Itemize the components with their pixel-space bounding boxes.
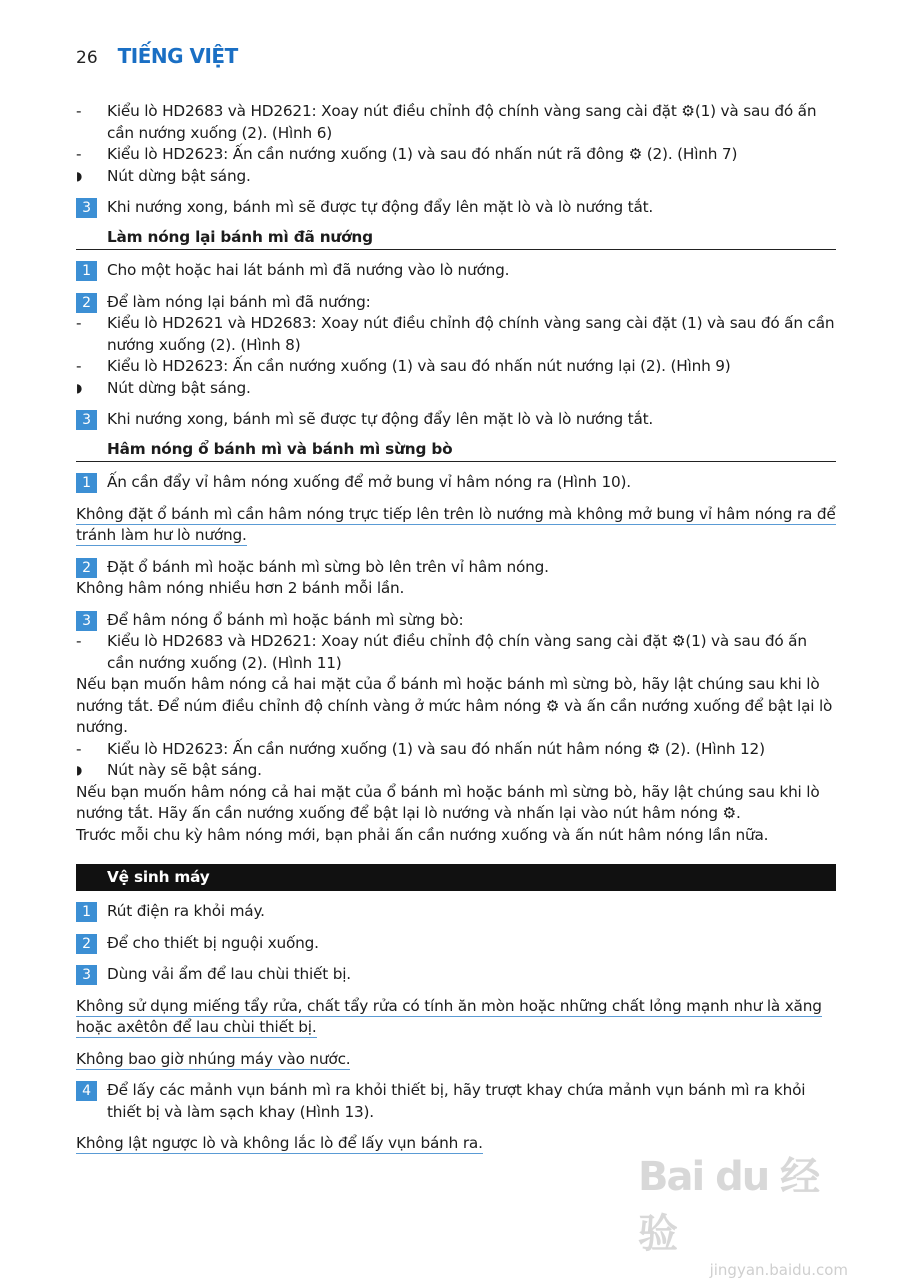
step-item <box>76 610 836 632</box>
list-item <box>76 739 836 761</box>
result-item <box>76 760 836 782</box>
result-arrow-icon: ◗ <box>76 168 83 183</box>
dash-marker: - <box>76 102 82 120</box>
step-number-badge: 3 <box>76 410 97 430</box>
step-text: Rút điện ra khỏi máy. <box>107 902 265 920</box>
step-text: Đặt ổ bánh mì hoặc bánh mì sừng bò lên trên vỉ hâm nóng. <box>107 557 549 576</box>
step-note: Không hâm nóng nhiều hơn 2 bánh mỗi lần. <box>76 579 405 597</box>
list-item-text: Kiểu lò HD2623: Ấn cần nướng xuống (1) và sau đó nhấn nút rã đông ⚙ (2). (Hình 7) <box>107 145 738 163</box>
warning-note <box>76 504 836 547</box>
step-text: Khi nướng xong, bánh mì sẽ được tự động đẩy lên mặt lò và lò nướng tắt. <box>107 410 654 428</box>
step-number-badge: 3 <box>76 198 97 218</box>
step-text: Cho một hoặc hai lát bánh mì đã nướng vào lò nướng. <box>107 261 510 279</box>
list-item-text: Kiểu lò HD2621 và HD2683: Xoay nút điều chỉnh độ chính vàng sang cài đặt (1) và sau đó ấn cần nướng xuống (2). (Hình 8) <box>107 314 835 354</box>
watermark-url: jingyan.baidu.com <box>709 1261 848 1279</box>
step-text: Ấn cần đẩy vỉ hâm nóng xuống để mở bung vỉ hâm nóng ra (Hình 10). <box>107 473 631 491</box>
step-number-badge: 2 <box>76 558 97 578</box>
step-number-badge: 2 <box>76 293 97 313</box>
section-heading-reheat: Làm nóng lại bánh mì đã nướng <box>76 227 836 251</box>
page-header <box>76 44 238 70</box>
result-item <box>76 378 836 400</box>
step-number-badge: 3 <box>76 965 97 985</box>
info-note: Nếu bạn muốn hâm nóng cả hai mặt của ổ bánh mì hoặc bánh mì sừng bò, hãy lật chúng sau khi lò nướng tắt. Hãy ấn cần nướng xuống để bật lại lò nướng và nhấn lại vào nút hâm nóng ⚙. <box>76 782 820 822</box>
result-arrow-icon: ◗ <box>76 380 83 395</box>
step-item <box>76 197 836 219</box>
language-title: TIẾNG VIỆT <box>117 44 238 68</box>
section-heading-cleaning: Vệ sinh máy <box>76 864 836 891</box>
list-item <box>76 631 836 674</box>
result-text: Nút dừng bật sáng. <box>107 166 251 185</box>
step-item <box>76 933 836 955</box>
dash-marker: - <box>76 739 82 758</box>
step-text: Để làm nóng lại bánh mì đã nướng: <box>107 292 371 311</box>
step-item <box>76 292 836 314</box>
step-item <box>76 1080 836 1123</box>
info-note: Nếu bạn muốn hâm nóng cả hai mặt của ổ bánh mì hoặc bánh mì sừng bò, hãy lật chúng sau khi lò nướng tắt. Để núm điều chỉnh độ chính vàng ở mức hâm nóng ⚙ và ấn cần nướng xuống để bật lại lò nướng. <box>76 675 833 736</box>
step-number-badge: 3 <box>76 611 97 631</box>
warning-note <box>76 996 836 1039</box>
step-text: Để hâm nóng ổ bánh mì hoặc bánh mì sừng bò: <box>107 610 464 629</box>
result-text: Nút này sẽ bật sáng. <box>107 761 262 779</box>
list-item <box>76 101 836 144</box>
step-item <box>76 260 836 282</box>
step-item <box>76 409 836 431</box>
list-item <box>76 144 836 166</box>
warning-text: Không bao giờ nhúng máy vào nước. <box>76 1049 351 1068</box>
result-arrow-icon: ◗ <box>76 763 83 777</box>
dash-marker: - <box>76 632 82 650</box>
result-item <box>76 166 836 188</box>
result-text: Nút dừng bật sáng. <box>107 378 251 397</box>
list-item <box>76 356 836 378</box>
step-number-badge: 1 <box>76 902 97 922</box>
step-number-badge: 4 <box>76 1081 97 1101</box>
list-item <box>76 313 836 356</box>
step-item <box>76 472 836 494</box>
list-item-text: Kiểu lò HD2623: Ấn cần nướng xuống (1) và sau đó nhấn nút hâm nóng ⚙ (2). (Hình 12) <box>107 739 765 758</box>
baidu-watermark <box>638 1145 848 1279</box>
step-number-badge: 1 <box>76 261 97 281</box>
warning-text: Không lật ngược lò và không lắc lò để lấy vụn bánh ra. <box>76 1134 483 1152</box>
info-note: Trước mỗi chu kỳ hâm nóng mới, bạn phải ấn cần nướng xuống và ấn nút hâm nóng lần nữa. <box>76 825 769 844</box>
list-item-text: Kiểu lò HD2683 và HD2621: Xoay nút điều chỉnh độ chín vàng sang cài đặt ⚙(1) và sau đó ấn cần nướng xuống (2). (Hình 11) <box>107 632 807 672</box>
dash-marker: - <box>76 357 82 375</box>
page-number: 26 <box>76 48 98 68</box>
list-item-text: Kiểu lò HD2623: Ấn cần nướng xuống (1) và sau đó nhấn nút nướng lại (2). (Hình 9) <box>107 357 731 375</box>
section-heading-warm: Hâm nóng ổ bánh mì và bánh mì sừng bò <box>76 439 836 463</box>
dash-marker: - <box>76 145 82 163</box>
step-text: Để lấy các mảnh vụn bánh mì ra khỏi thiết bị, hãy trượt khay chứa mảnh vụn bánh mì ra khỏi thiết bị và làm sạch khay (Hình 13). <box>107 1081 806 1121</box>
step-text: Khi nướng xong, bánh mì sẽ được tự động đẩy lên mặt lò và lò nướng tắt. <box>107 198 654 216</box>
warning-text: Không đặt ổ bánh mì cần hâm nóng trực tiếp lên trên lò nướng mà không mở bung vỉ hâm nóng ra để tránh làm hư lò nướng. <box>76 504 836 544</box>
step-item <box>76 964 836 986</box>
manual-content <box>76 101 836 1155</box>
warning-note <box>76 1049 836 1071</box>
warning-text: Không sử dụng miếng tẩy rửa, chất tẩy rửa có tính ăn mòn hoặc những chất lỏng mạnh như là xăng hoặc axêtôn để lau chùi thiết bị. <box>76 996 822 1036</box>
dash-marker: - <box>76 314 82 332</box>
step-number-badge: 1 <box>76 473 97 493</box>
watermark-logo: Bai du 经验 <box>638 1154 819 1257</box>
step-text: Dùng vải ẩm để lau chùi thiết bị. <box>107 965 351 983</box>
step-item <box>76 557 836 579</box>
step-item <box>76 901 836 923</box>
step-number-badge: 2 <box>76 934 97 954</box>
step-text: Để cho thiết bị nguội xuống. <box>107 933 319 952</box>
list-item-text: Kiểu lò HD2683 và HD2621: Xoay nút điều chỉnh độ chính vàng sang cài đặt ⚙(1) và sau đó ấn cần nướng xuống (2). (Hình 6) <box>107 102 817 142</box>
